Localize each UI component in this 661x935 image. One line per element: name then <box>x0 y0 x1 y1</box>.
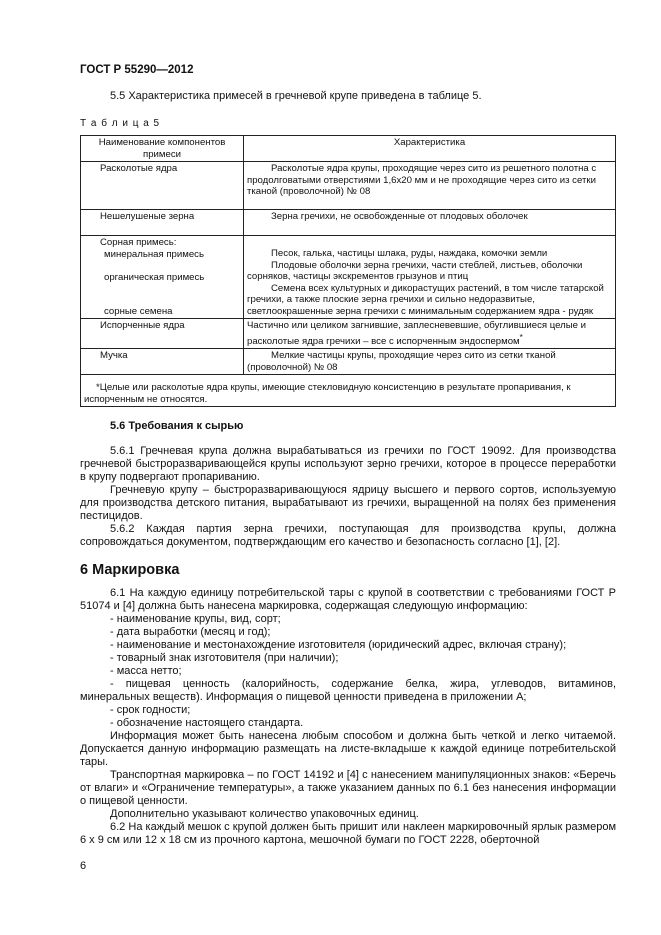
row-name: Мучка <box>100 350 128 362</box>
paragraph: 6.2 На каждый мешок с крупой должен быть пришит или наклеен маркировочный ярлык размером 6 х 9 см или 12 х 18 см из прочного картона, мешочной бумаги по ГОСТ 2228, оберточной <box>80 821 616 846</box>
section-6-title: 6 Маркировка <box>80 562 180 578</box>
paragraph: Дополнительно указывают количество упаковочных единиц. <box>110 808 419 820</box>
table-footnote-row <box>81 375 616 407</box>
table-row <box>81 209 616 236</box>
row-desc: Мелкие частицы крупы, проходящие через сито из сетки тканой (проволочной) № 08 <box>247 350 556 373</box>
table-row <box>81 236 616 319</box>
footnote-mark: * <box>519 332 523 342</box>
row-name: Расколотые ядра <box>100 163 178 174</box>
row-name: Нешелушеные зерна <box>100 210 195 222</box>
row-desc: Расколотые ядра крупы, проходящие через сито из решетного полотна с продолговатыми отверстиями 1,6х20 мм и не проходящие через сито из сетки тканой (проволочной) № 08 <box>247 163 597 197</box>
list-item: - дата выработки (месяц и год); <box>110 626 271 638</box>
paragraph: 5.6.2 Каждая партия зерна гречихи, поступающая для производства крупы, должна сопровождаться документом, подтверждающим его качество и безопасность согласно [1], [2]. <box>80 523 616 548</box>
paragraph: 5.6.1 Гречневая крупа должна вырабатываться из гречихи по ГОСТ 19092. Для производства гречневой быстроразваривающейся крупы используют зерно гречихи, которое в процессе переработки в крупу подвергают пропариванию. <box>80 445 616 483</box>
paragraph: Транспортная маркировка – по ГОСТ 14192 и [4] с нанесением манипуляционных знаков: «Беречь от влаги» и «Ограничение температуры», а также указанием данных по 6.1 без нанесения информации о пищевой ценности. <box>80 769 616 807</box>
paragraph: 6.1 На каждую единицу потребительской тары с крупой в соответствии с требованиями ГОСТ Р 51074 и [4] должна быть нанесена маркировка, содержащая следующую информацию: <box>80 587 616 612</box>
section-5-6-title: 5.6 Требования к сырью <box>110 420 244 432</box>
sorn-seeds-name: сорные семена <box>104 305 173 317</box>
paragraph: Информация может быть нанесена любым способом и должна быть четкой и легко читаемой. Допускается данную информацию размещать на листе-вкладыше к каждой единице потребительской тары. <box>80 730 616 768</box>
row-name: Испорченные ядра <box>100 320 185 331</box>
list-item: - наименование крупы, вид, сорт; <box>110 613 281 625</box>
table-caption: Т а б л и ц а 5 <box>80 118 161 129</box>
table-row <box>81 349 616 375</box>
page-number: 6 <box>80 860 87 872</box>
table-footnote: *Целые или расколотые ядра крупы, имеющие стекловидную консистенцию в результате пропаривания, к испорченным не относятся. <box>84 382 571 405</box>
paragraph: Гречневую крупу – быстроразваривающуюся ядрицу высшего и первого сортов, используемую для производства детского питания, вырабатывают из гречихи, выращенной на полях без применения пестицидов. <box>80 484 616 522</box>
list-item: - пищевая ценность (калорийность, содержание белка, жира, углеводов, витаминов, минеральных веществ). Информация о пищевой ценности приведена в приложении А; <box>80 678 616 703</box>
row-desc: Частично или целиком загнившие, заплесневевшие, обуглившиеся целые и расколотые ядра гречихи – все с испорченным эндоспермом <box>247 320 587 347</box>
list-item: - срок годности; <box>110 704 191 716</box>
sorn-mineral-name: минеральная примесь <box>104 248 204 260</box>
table-header-row <box>81 136 616 162</box>
sorn-mineral-desc: Песок, галька, частицы шлака, руды, наждака, комочки земли <box>271 248 548 259</box>
document-header: ГОСТ Р 55290—2012 <box>80 64 194 76</box>
sorn-organic-name: органическая примесь <box>104 272 205 283</box>
col1-header: Наименование компонентов примеси <box>81 136 244 162</box>
list-item: - масса нетто; <box>110 665 182 677</box>
sorn-seeds-desc: Семена всех культурных и дикорастущих растений, в том числе татарской гречихи, а также плоские зерна гречихи и сильно недоразвитые, светлоокрашенные зерна гречихи с минимальным содержанием ядра - рудяк <box>247 282 604 317</box>
list-item: - обозначение настоящего стандарта. <box>110 717 304 729</box>
table-row <box>81 319 616 349</box>
section-6 <box>80 587 616 847</box>
row-desc: Зерна гречихи, не освобожденные от плодовых оболочек <box>271 210 528 222</box>
sorn-title: Сорная примесь: <box>100 237 177 248</box>
sorn-organic-desc: Плодовые оболочки зерна гречихи, части стеблей, листьев, оболочки сорняков, частицы экскрементов грызунов и птиц <box>247 259 583 282</box>
list-item: - товарный знак изготовителя (при наличии); <box>110 652 339 664</box>
col2-header: Характеристика <box>244 136 616 162</box>
section-5-6 <box>80 420 616 549</box>
impurities-table <box>80 135 616 407</box>
table-row <box>81 162 616 210</box>
list-item: - наименование и местонахождение изготовителя (юридический адрес, включая страну); <box>110 639 567 651</box>
table-intro: 5.5 Характеристика примесей в гречневой крупе приведена в таблице 5. <box>110 90 482 102</box>
